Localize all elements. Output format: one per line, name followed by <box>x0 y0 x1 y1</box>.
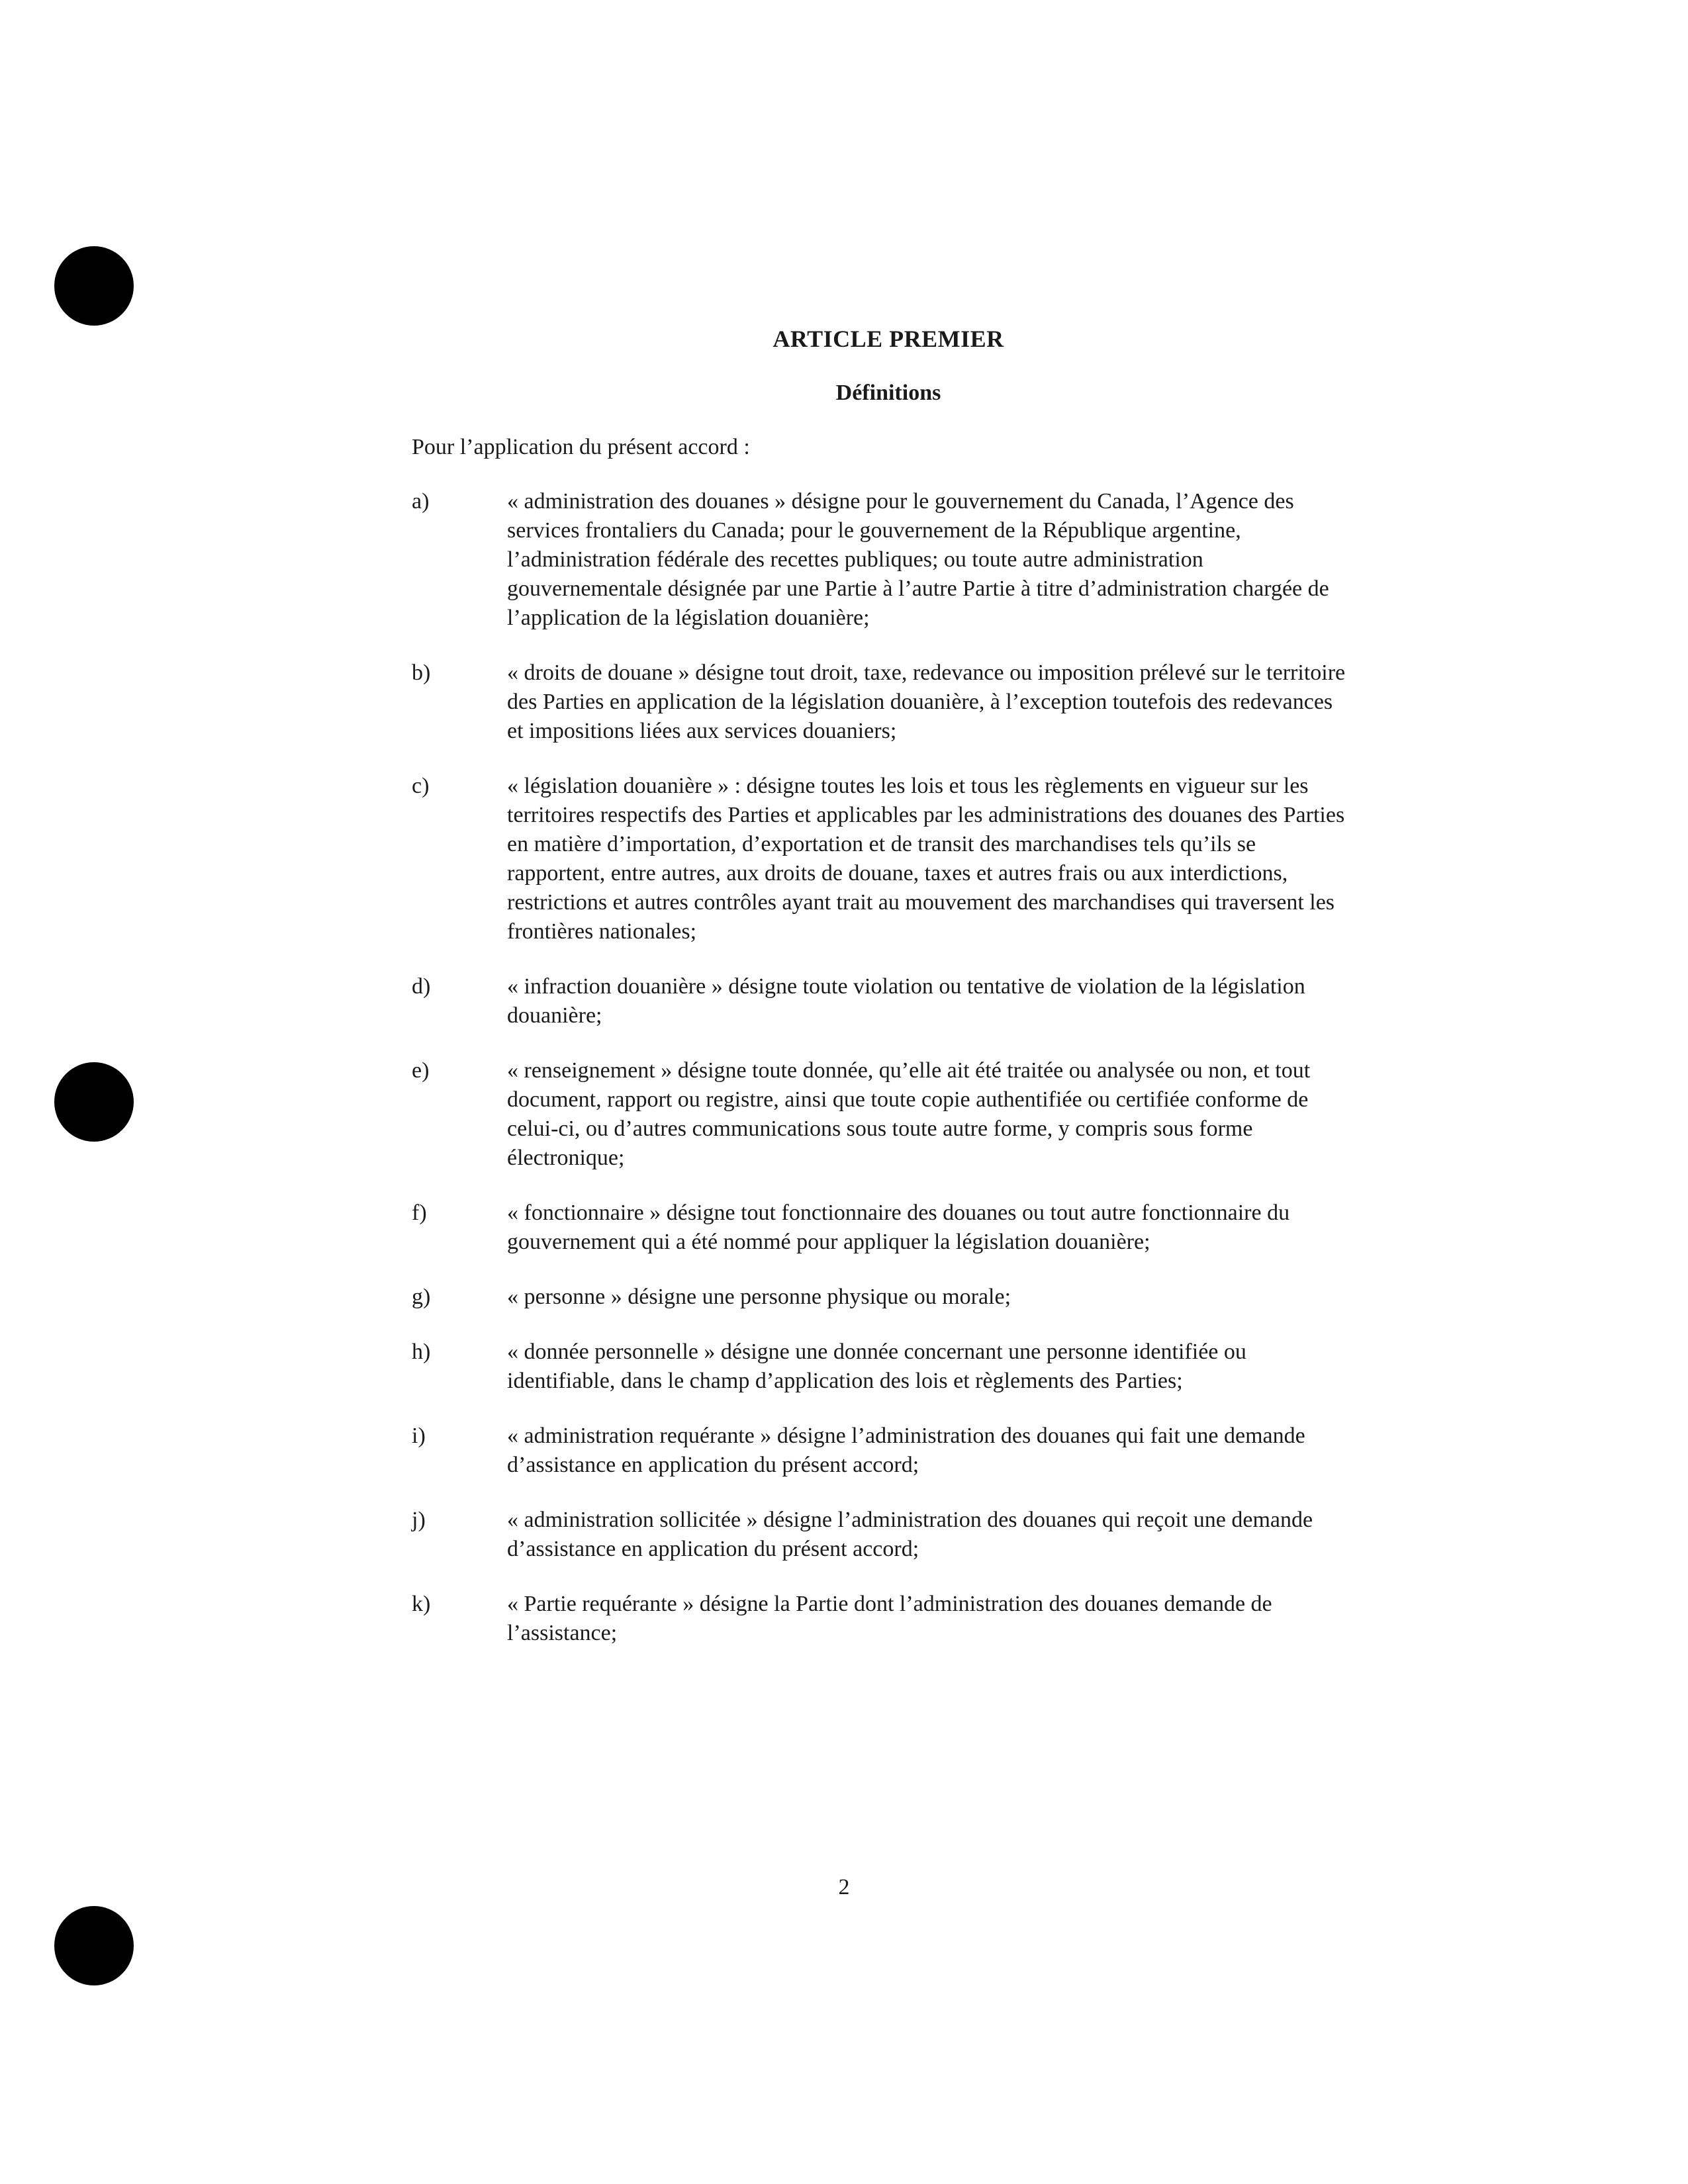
intro-paragraph: Pour l’application du présent accord : <box>412 435 750 459</box>
definition-letter: a) <box>412 489 430 514</box>
definitions-list <box>412 487 1365 1648</box>
punch-hole-bottom <box>54 1906 134 1985</box>
definition-text: « infraction douanière » désigne toute violation ou tentative de violation de la législation douanière; <box>507 974 1305 1028</box>
definition-text: « administration sollicitée » désigne l’administration des douanes qui reçoit une demande d’assistance en application du présent accord; <box>507 1508 1313 1561</box>
definition-item <box>412 1283 1365 1312</box>
definition-item <box>412 487 1365 633</box>
definition-letter: e) <box>412 1058 430 1083</box>
definition-text: « administration des douanes » désigne pour le gouvernement du Canada, l’Agence des services frontaliers du Canada; pour le gouvernement de la République argentine, l’administration fédérale des recettes publiques; ou toute autre administration gouvernementale désignée par une Partie à l’autre Partie à titre d’administration chargée de l’application de la législation douanière; <box>507 489 1329 630</box>
definition-text: « administration requérante » désigne l’administration des douanes qui fait une demande d’assistance en application du présent accord; <box>507 1424 1305 1477</box>
definition-letter: c) <box>412 774 430 798</box>
definition-item <box>412 1506 1365 1564</box>
punch-hole-top <box>54 246 134 326</box>
definition-text: « fonctionnaire » désigne tout fonctionnaire des douanes ou tout autre fonctionnaire du gouvernement qui a été nommé pour appliquer la législation douanière; <box>507 1201 1290 1254</box>
definition-letter: g) <box>412 1285 431 1309</box>
definition-item <box>412 1056 1365 1173</box>
section-title: Définitions <box>835 381 941 405</box>
definition-item <box>412 659 1365 746</box>
definition-text: « Partie requérante » désigne la Partie dont l’administration des douanes demande de l’assistance; <box>507 1592 1272 1645</box>
definition-letter: i) <box>412 1424 426 1448</box>
page-number: 2 <box>838 1875 850 1899</box>
definition-text: « législation douanière » : désigne toutes les lois et tous les règlements en vigueur sur les territoires respectifs des Parties et applicables par les administrations des douanes des Parties en matière d’importation, d’exportation et de transit des marchandises tels qu’ils se rapportent, entre autres, aux droits de douane, taxes et autres frais ou aux interdictions, restrictions et autres contrôles ayant trait au mouvement des marchandises qui traversent les frontières nationales; <box>507 774 1345 944</box>
definition-text: « droits de douane » désigne tout droit, taxe, redevance ou imposition prélevé sur le territoire des Parties en application de la législation douanière, à l’exception toutefois des redevances et impositions liées aux services douaniers; <box>507 660 1346 743</box>
definition-text: « renseignement » désigne toute donnée, qu’elle ait été traitée ou analysée ou non, et tout document, rapport ou registre, ainsi que toute copie authentifiée ou certifiée conforme de celui-ci, ou d’autres communications sous toute autre forme, y compris sous forme électronique; <box>507 1058 1311 1170</box>
definition-text: « donnée personnelle » désigne une donnée concernant une personne identifiée ou identifiable, dans le champ d’application des lois et règlements des Parties; <box>507 1340 1246 1393</box>
definition-item <box>412 1199 1365 1257</box>
punch-hole-middle <box>54 1062 134 1142</box>
definition-text: « personne » désigne une personne physique ou morale; <box>507 1285 1011 1309</box>
definition-letter: f) <box>412 1201 427 1225</box>
definition-item <box>412 1422 1365 1480</box>
definition-letter: j) <box>412 1508 426 1532</box>
definition-item <box>412 1590 1365 1648</box>
article-title: ARTICLE PREMIER <box>773 326 1004 352</box>
definition-letter: k) <box>412 1592 431 1616</box>
definition-item <box>412 972 1365 1030</box>
definition-item <box>412 1338 1365 1396</box>
definition-item <box>412 772 1365 946</box>
definition-letter: d) <box>412 974 431 999</box>
definition-letter: h) <box>412 1340 431 1364</box>
document-body <box>412 324 1365 1674</box>
definition-letter: b) <box>412 660 431 685</box>
